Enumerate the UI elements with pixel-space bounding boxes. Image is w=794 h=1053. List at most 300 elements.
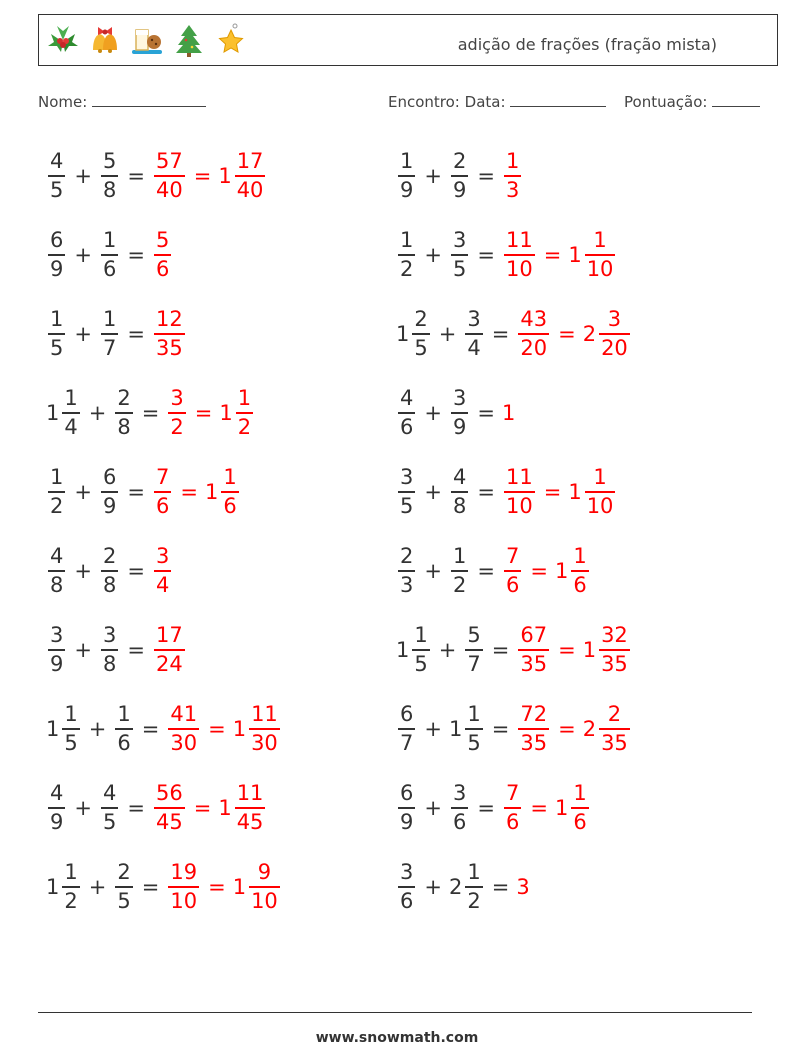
numerator: 7 (155, 465, 170, 489)
numerator: 1 (573, 781, 587, 805)
denominator: 30 (251, 731, 278, 755)
fraction (115, 701, 132, 757)
meeting-label: Encontro: (388, 93, 460, 111)
mixed-number (152, 227, 173, 283)
numerator: 57 (155, 149, 183, 173)
equals-sign: = (491, 638, 510, 662)
denominator: 2 (170, 415, 184, 439)
mixed-number (99, 780, 120, 836)
mixed-number (502, 780, 523, 836)
equals-sign: = (491, 875, 510, 899)
milk-cookies-icon (129, 22, 165, 58)
whole-part: 1 (218, 164, 232, 188)
plus-sign: + (424, 164, 442, 188)
whole-part: 1 (46, 717, 60, 741)
numerator: 6 (400, 702, 414, 726)
fraction (62, 701, 79, 757)
mixed-number (46, 385, 82, 441)
numerator: 3 (400, 465, 414, 489)
denominator: 10 (505, 257, 533, 281)
fraction (154, 622, 185, 678)
fraction (599, 701, 630, 757)
numerator: 3 (50, 623, 64, 647)
mixed-number (516, 622, 551, 678)
fraction (154, 306, 185, 362)
mixed-number (218, 148, 267, 204)
denominator: 6 (102, 257, 117, 281)
equals-sign: = (543, 243, 562, 267)
fraction (451, 464, 468, 520)
mixed-number (502, 148, 523, 204)
numerator: 67 (520, 623, 548, 647)
numerator: 17 (236, 149, 264, 173)
mixed-number (113, 859, 134, 915)
name-label: Nome: (38, 93, 88, 111)
denominator: 5 (467, 731, 481, 755)
denominator: 10 (505, 494, 533, 518)
fraction (236, 385, 253, 441)
numerator: 3 (102, 623, 117, 647)
fraction (504, 780, 521, 836)
denominator: 5 (400, 494, 414, 518)
fraction (504, 148, 521, 204)
mixed-number (502, 543, 523, 599)
mixed-number (583, 622, 632, 678)
fraction (465, 701, 482, 757)
fraction (101, 148, 118, 204)
denominator: 8 (102, 178, 117, 202)
whole-part: 2 (582, 322, 597, 346)
fraction (451, 227, 468, 283)
numerator: 32 (601, 623, 628, 647)
holly-icon (45, 22, 81, 58)
equals-sign: = (558, 638, 576, 662)
numerator: 17 (155, 623, 183, 647)
numerator: 2 (117, 386, 131, 410)
equals-sign: = (141, 717, 160, 741)
fraction (115, 859, 132, 915)
numerator: 11 (505, 228, 533, 252)
denominator: 35 (520, 731, 548, 755)
plus-sign: + (424, 243, 442, 267)
denominator: 5 (102, 810, 117, 834)
mixed-number (233, 701, 282, 757)
fraction (599, 306, 630, 362)
numerator: 72 (520, 702, 548, 726)
denominator: 5 (117, 889, 131, 913)
problem-8 (46, 701, 282, 757)
numerator: 7 (505, 544, 520, 568)
answer (516, 622, 551, 678)
mixed-number (396, 464, 417, 520)
fraction (398, 464, 415, 520)
denominator: 7 (400, 731, 414, 755)
plus-sign: + (74, 480, 92, 504)
mixed-number (152, 780, 187, 836)
answer (152, 543, 173, 599)
fraction (154, 148, 185, 204)
header-icons (45, 20, 249, 60)
denominator: 6 (400, 415, 414, 439)
problem-11 (396, 148, 523, 204)
mixed-number (46, 622, 67, 678)
mixed-number (99, 622, 120, 678)
mixed-number (449, 543, 470, 599)
mixed-number (516, 306, 551, 362)
equals-sign: = (208, 717, 226, 741)
plus-sign: + (438, 638, 457, 662)
problem-14 (396, 385, 516, 441)
equals-sign: = (558, 717, 576, 741)
numerator: 11 (236, 781, 264, 805)
whole-part: 1 (554, 559, 569, 583)
answer (555, 780, 591, 836)
equals-sign: = (530, 559, 548, 583)
problem-3 (46, 306, 187, 362)
fraction (154, 464, 171, 520)
equals-sign: = (127, 480, 145, 504)
denominator: 2 (400, 257, 414, 281)
numerator: 2 (452, 149, 467, 173)
fraction (518, 701, 549, 757)
numerator: 2 (102, 544, 117, 568)
answer (502, 148, 523, 204)
denominator: 35 (155, 336, 183, 360)
mixed-number (396, 780, 417, 836)
fraction (518, 306, 549, 362)
problem-6 (46, 543, 173, 599)
mixed-number (166, 385, 187, 441)
denominator: 10 (586, 257, 614, 281)
mixed-number (449, 859, 485, 915)
christmas-tree-icon (171, 22, 207, 58)
plus-sign: + (424, 717, 442, 741)
mixed-number (502, 401, 516, 425)
mixed-number (396, 227, 417, 283)
answer (152, 148, 187, 204)
problem-16 (396, 543, 591, 599)
equals-sign: = (194, 401, 213, 425)
fraction (504, 543, 521, 599)
date-line[interactable] (510, 92, 606, 107)
denominator: 7 (102, 336, 117, 360)
fraction (398, 543, 415, 599)
fraction (62, 385, 79, 441)
worksheet-title: adição de frações (fração mista) (457, 35, 717, 54)
equals-sign: = (208, 875, 226, 899)
mixed-number (46, 148, 67, 204)
fraction (168, 701, 199, 757)
answer (152, 780, 187, 836)
numerator: 3 (467, 307, 481, 331)
mixed-number (152, 622, 187, 678)
fraction (412, 622, 429, 678)
fraction (451, 780, 468, 836)
fraction (168, 385, 185, 441)
mixed-number (152, 306, 187, 362)
denominator: 40 (155, 178, 183, 202)
numerator: 2 (414, 307, 428, 331)
numerator: 4 (102, 781, 117, 805)
denominator: 5 (414, 336, 428, 360)
denominator: 8 (102, 573, 117, 597)
denominator: 6 (505, 810, 520, 834)
whole-part: 1 (448, 717, 463, 741)
denominator: 30 (170, 731, 198, 755)
mixed-number (396, 306, 432, 362)
mixed-number (46, 780, 67, 836)
problem-10 (46, 859, 282, 915)
answer (568, 227, 617, 283)
whole-part: 1 (232, 717, 247, 741)
answer (166, 385, 187, 441)
denominator: 4 (155, 573, 170, 597)
denominator: 5 (50, 336, 64, 360)
numerator: 1 (102, 228, 117, 252)
fraction (398, 227, 415, 283)
problem-7 (46, 622, 187, 678)
fraction (62, 859, 79, 915)
denominator: 9 (400, 178, 414, 202)
numerator: 2 (400, 544, 414, 568)
plus-sign: + (88, 401, 107, 425)
mixed-number (449, 227, 470, 283)
fraction (48, 227, 65, 283)
denominator: 7 (467, 652, 481, 676)
equals-sign: = (141, 401, 160, 425)
answer (166, 701, 201, 757)
mixed-number (46, 227, 67, 283)
whole-part: 1 (232, 875, 247, 899)
whole-part: 1 (218, 796, 232, 820)
fraction (504, 464, 535, 520)
numerator: 1 (64, 702, 78, 726)
plus-sign: + (424, 401, 442, 425)
fraction (221, 464, 238, 520)
numerator: 1 (505, 149, 520, 173)
answer (583, 306, 632, 362)
numerator: 3 (170, 386, 184, 410)
mixed-number (152, 148, 187, 204)
denominator: 2 (467, 889, 481, 913)
numerator: 1 (400, 228, 414, 252)
mixed-number (233, 859, 282, 915)
equals-sign: = (180, 480, 198, 504)
mixed-number (502, 227, 537, 283)
mixed-number (568, 464, 617, 520)
denominator: 8 (50, 573, 64, 597)
answer (152, 306, 187, 362)
mixed-number (516, 875, 530, 899)
numerator: 5 (155, 228, 170, 252)
name-field[interactable] (38, 92, 206, 111)
mixed-number (463, 622, 484, 678)
mixed-number (396, 148, 417, 204)
fraction (101, 622, 118, 678)
fraction (599, 622, 630, 678)
numerator: 1 (467, 702, 481, 726)
numerator: 2 (117, 860, 131, 884)
denominator: 6 (155, 494, 170, 518)
numerator: 1 (400, 149, 414, 173)
mixed-number (205, 464, 241, 520)
denominator: 9 (452, 415, 467, 439)
mixed-number (113, 385, 134, 441)
fraction (101, 543, 118, 599)
answer (166, 859, 201, 915)
fraction (235, 780, 266, 836)
numerator: 12 (155, 307, 183, 331)
numerator: 4 (50, 781, 64, 805)
problem-20 (396, 859, 531, 915)
numerator: 9 (257, 860, 272, 884)
numerator: 1 (593, 228, 607, 252)
denominator: 20 (520, 336, 548, 360)
denominator: 6 (155, 257, 170, 281)
mixed-number (463, 306, 484, 362)
denominator: 2 (452, 573, 467, 597)
equals-sign: = (477, 164, 495, 188)
numerator: 4 (50, 149, 64, 173)
denominator: 10 (586, 494, 614, 518)
whole-part: 2 (582, 717, 597, 741)
fraction (518, 622, 549, 678)
numerator: 11 (505, 465, 533, 489)
numerator: 3 (155, 544, 170, 568)
problem-17 (396, 622, 632, 678)
equals-sign: = (477, 401, 495, 425)
numerator: 1 (414, 623, 428, 647)
denominator: 2 (237, 415, 252, 439)
answer (502, 780, 523, 836)
fraction (398, 701, 415, 757)
equals-sign: = (543, 480, 562, 504)
fraction (465, 859, 482, 915)
date-label: Data: (464, 93, 506, 111)
plus-sign: + (74, 559, 92, 583)
numerator: 6 (400, 781, 414, 805)
mixed-number (99, 464, 120, 520)
fraction (451, 385, 468, 441)
answer (502, 464, 537, 520)
answer (516, 875, 530, 899)
whole-part: 1 (46, 875, 60, 899)
denominator: 3 (505, 178, 520, 202)
score-field[interactable] (624, 92, 760, 111)
whole-part: 1 (219, 401, 233, 425)
numerator: 7 (505, 781, 520, 805)
mixed-number (396, 543, 417, 599)
mixed-number (99, 543, 120, 599)
mixed-number (449, 148, 470, 204)
fraction (101, 227, 118, 283)
whole-part: 2 (448, 875, 463, 899)
denominator: 9 (50, 810, 64, 834)
problem-12 (396, 227, 617, 283)
mixed-number (46, 859, 82, 915)
plus-sign: + (74, 164, 92, 188)
problem-2 (46, 227, 173, 283)
problem-18 (396, 701, 632, 757)
answer (583, 701, 632, 757)
mixed-number (583, 701, 632, 757)
denominator: 40 (236, 178, 264, 202)
fraction (585, 227, 616, 283)
whole-part: 1 (46, 401, 60, 425)
fraction (235, 148, 266, 204)
fraction (465, 306, 482, 362)
numerator: 1 (467, 860, 481, 884)
numerator: 1 (102, 307, 117, 331)
fraction (48, 148, 65, 204)
fraction (504, 227, 535, 283)
numerator: 19 (170, 860, 198, 884)
equals-sign: = (127, 559, 145, 583)
denominator: 5 (414, 652, 428, 676)
numerator: 3 (452, 781, 467, 805)
fraction (398, 859, 415, 915)
fraction (398, 148, 415, 204)
numerator: 4 (400, 386, 414, 410)
denominator: 9 (50, 257, 64, 281)
denominator: 9 (452, 178, 467, 202)
answer (583, 622, 632, 678)
plus-sign: + (88, 717, 107, 741)
mixed-number (555, 780, 591, 836)
denominator: 6 (400, 889, 414, 913)
fraction (48, 622, 65, 678)
denominator: 8 (452, 494, 467, 518)
name-line[interactable] (92, 92, 206, 107)
denominator: 6 (117, 731, 131, 755)
mixed-number (583, 306, 632, 362)
fraction (101, 306, 118, 362)
fraction (571, 780, 588, 836)
plus-sign: + (424, 796, 442, 820)
answer (219, 385, 255, 441)
mixed-number (99, 227, 120, 283)
mixed-number (449, 464, 470, 520)
answer (233, 859, 282, 915)
numerator: 1 (237, 386, 252, 410)
denominator: 35 (601, 652, 628, 676)
answer (218, 148, 267, 204)
fraction (101, 780, 118, 836)
answer (516, 306, 551, 362)
denominator: 4 (64, 415, 78, 439)
denominator: 9 (102, 494, 117, 518)
fraction (168, 859, 199, 915)
score-line[interactable] (712, 92, 760, 107)
numerator: 43 (520, 307, 548, 331)
meeting-date-field[interactable] (388, 92, 606, 111)
equals-sign: = (530, 796, 548, 820)
equals-sign: = (477, 243, 495, 267)
answer (152, 227, 173, 283)
mixed-number (113, 701, 134, 757)
plus-sign: + (74, 243, 92, 267)
equals-sign: = (477, 559, 495, 583)
fraction (465, 622, 482, 678)
equals-sign: = (558, 322, 576, 346)
problem-19 (396, 780, 591, 836)
denominator: 24 (155, 652, 183, 676)
equals-sign: = (127, 638, 145, 662)
denominator: 2 (64, 889, 78, 913)
fraction (48, 306, 65, 362)
denominator: 10 (251, 889, 278, 913)
problem-15 (396, 464, 617, 520)
